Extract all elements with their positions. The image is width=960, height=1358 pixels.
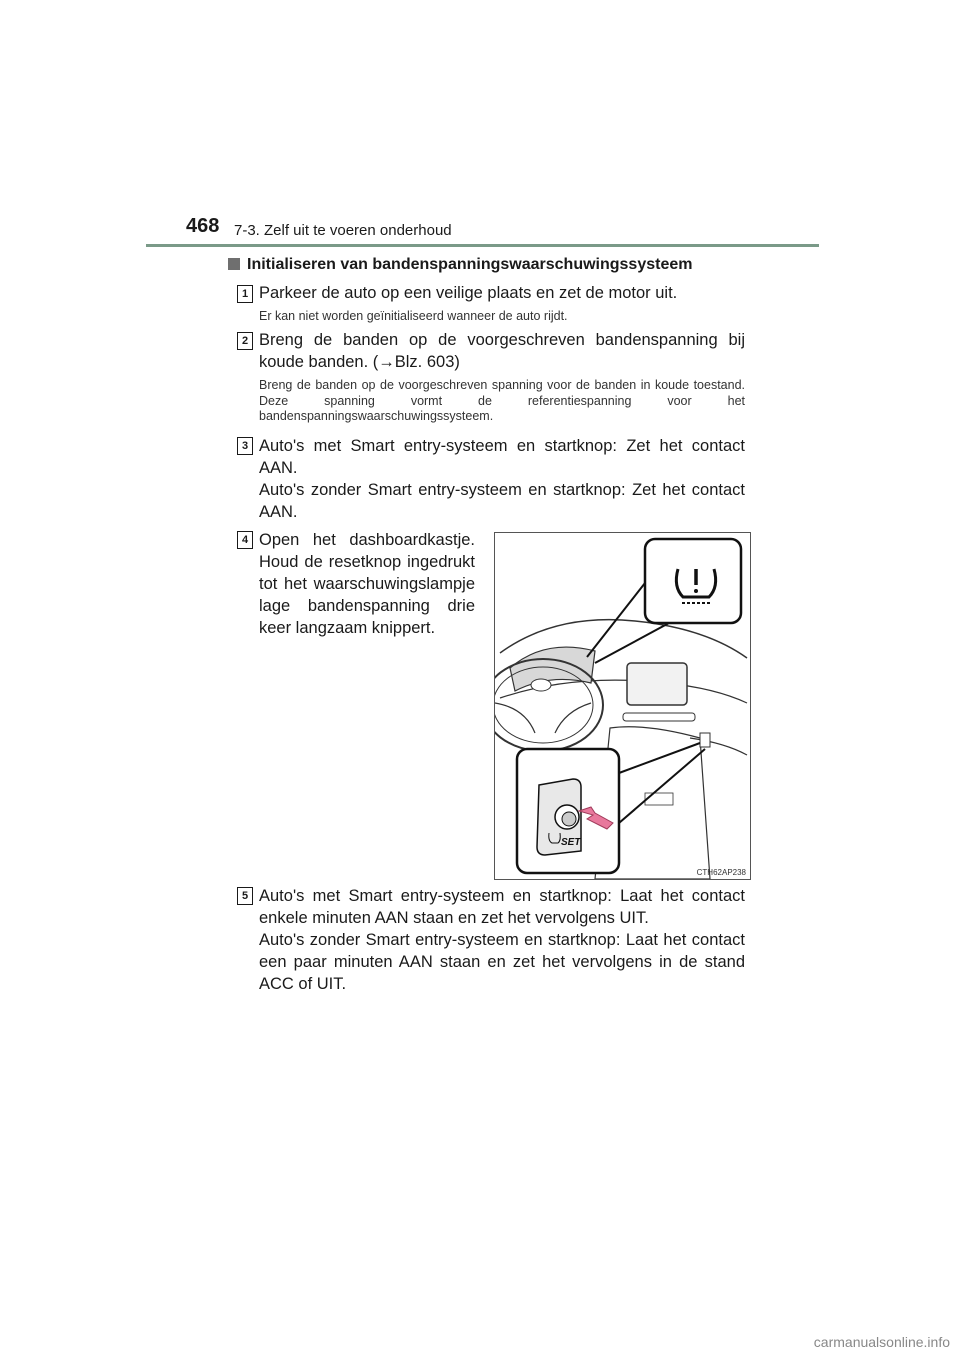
step-note-1: Er kan niet worden geïnitialiseerd wanneer de auto rijdt.	[259, 309, 568, 323]
step-text-5b: Auto's zonder Smart entry-systeem en startknop: Laat het contact een paar minuten AAN staan en zet het vervolgens in de stand ACC of UIT.	[259, 931, 745, 993]
footer-watermark: carmanualsonline.info	[813, 1334, 950, 1350]
step-note-2: Breng de banden op de voorgeschreven spanning voor de banden in koude toestand. Deze spanning vormt de referentiespanning voor het bandenspanningswaarschuwingssysteem.	[259, 378, 745, 423]
step-text-5: Auto's met Smart entry-systeem en startknop: Laat het contact enkele minuten AAN staan en zet het vervolgens UIT.	[259, 887, 745, 927]
page-number: 468	[186, 215, 220, 237]
step-text-2: Breng de banden op de voorgeschreven bandenspanning bij koude banden. (→Blz. 603)	[259, 331, 745, 371]
step-number-1: 1	[237, 285, 253, 303]
square-bullet-icon	[228, 258, 240, 270]
heading-text: Initialiseren van bandenspanningswaarschuwingssysteem	[247, 256, 693, 273]
step-number-2: 2	[237, 332, 253, 350]
step-number-4: 4	[237, 531, 253, 549]
step-text-3b: Auto's zonder Smart entry-systeem en startknop: Zet het contact AAN.	[259, 481, 745, 521]
glovebox-illustration	[494, 532, 751, 880]
step-number-5: 5	[237, 887, 253, 905]
section-title: 7-3. Zelf uit te voeren onderhoud	[234, 222, 452, 239]
dashboard-drawing	[495, 533, 750, 879]
illustration-code: CTH62AP238	[696, 868, 746, 877]
step-number-3: 3	[237, 437, 253, 455]
header-rule	[146, 244, 819, 247]
step-text-4: Open het dashboardkastje. Houd de resetknop ingedrukt tot het waarschuwingslampje lage bandenspanning drie keer langzaam knippert.	[259, 531, 475, 637]
step-text-3: Auto's met Smart entry-systeem en startknop: Zet het contact AAN.	[259, 437, 745, 477]
set-label: SET	[561, 837, 581, 848]
section-heading	[228, 256, 692, 274]
step-text-1: Parkeer de auto op een veilige plaats en zet de motor uit.	[259, 284, 678, 302]
